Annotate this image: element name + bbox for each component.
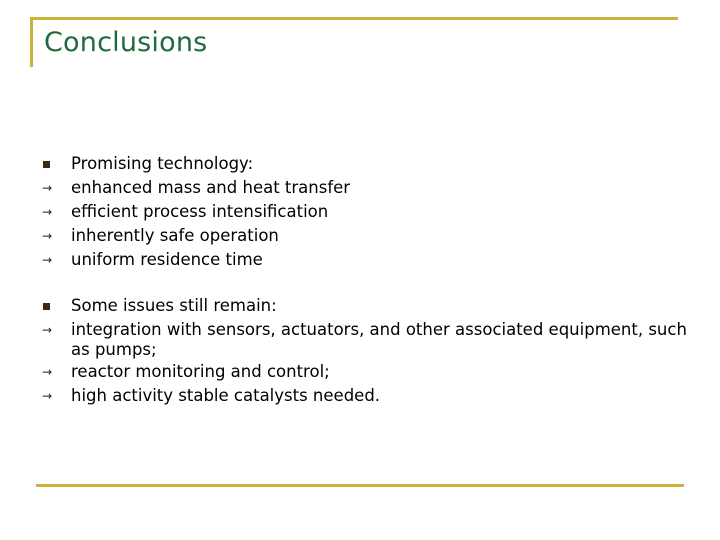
sub-bullet-text: reactor monitoring and control; [71, 362, 330, 381]
sub-bullet-row [40, 248, 690, 272]
square-bullet-icon [40, 294, 71, 318]
slide-title: Conclusions [44, 27, 208, 58]
bullet-heading-row [40, 152, 690, 176]
sub-bullet-row [40, 318, 690, 360]
slide-content [40, 152, 690, 430]
square-bullet-icon [40, 152, 71, 176]
arrow-right-icon: → [42, 365, 53, 379]
arrow-right-icon: → [42, 389, 53, 403]
bullet-heading: Promising technology: [71, 154, 254, 173]
sub-bullet-row [40, 176, 690, 200]
bullet-group-issues [40, 294, 690, 408]
bullet-heading-row [40, 294, 690, 318]
arrow-right-icon: → [42, 229, 53, 243]
sub-bullet-text: efficient process intensification [71, 202, 329, 221]
arrow-right-icon: → [42, 181, 53, 195]
bullet-group-promising [40, 152, 690, 272]
sub-bullet-row [40, 200, 690, 224]
sub-bullet-text: integration with sensors, actuators, and other associated equipment, such as pumps; [71, 320, 687, 359]
arrow-right-icon: → [42, 253, 53, 267]
bottom-rule [36, 484, 684, 487]
arrow-right-icon: → [42, 205, 53, 219]
sub-bullet-row [40, 224, 690, 248]
sub-bullet-row [40, 360, 690, 384]
title-frame-top [30, 17, 678, 20]
sub-bullet-text: inherently safe operation [71, 226, 279, 245]
sub-bullet-text: enhanced mass and heat transfer [71, 178, 351, 197]
sub-bullet-row [40, 384, 690, 408]
sub-bullet-text: high activity stable catalysts needed. [71, 386, 381, 405]
title-frame-left [30, 17, 33, 67]
arrow-right-icon: → [42, 323, 53, 337]
sub-bullet-text: uniform residence time [71, 250, 263, 269]
bullet-heading: Some issues still remain: [71, 296, 277, 315]
